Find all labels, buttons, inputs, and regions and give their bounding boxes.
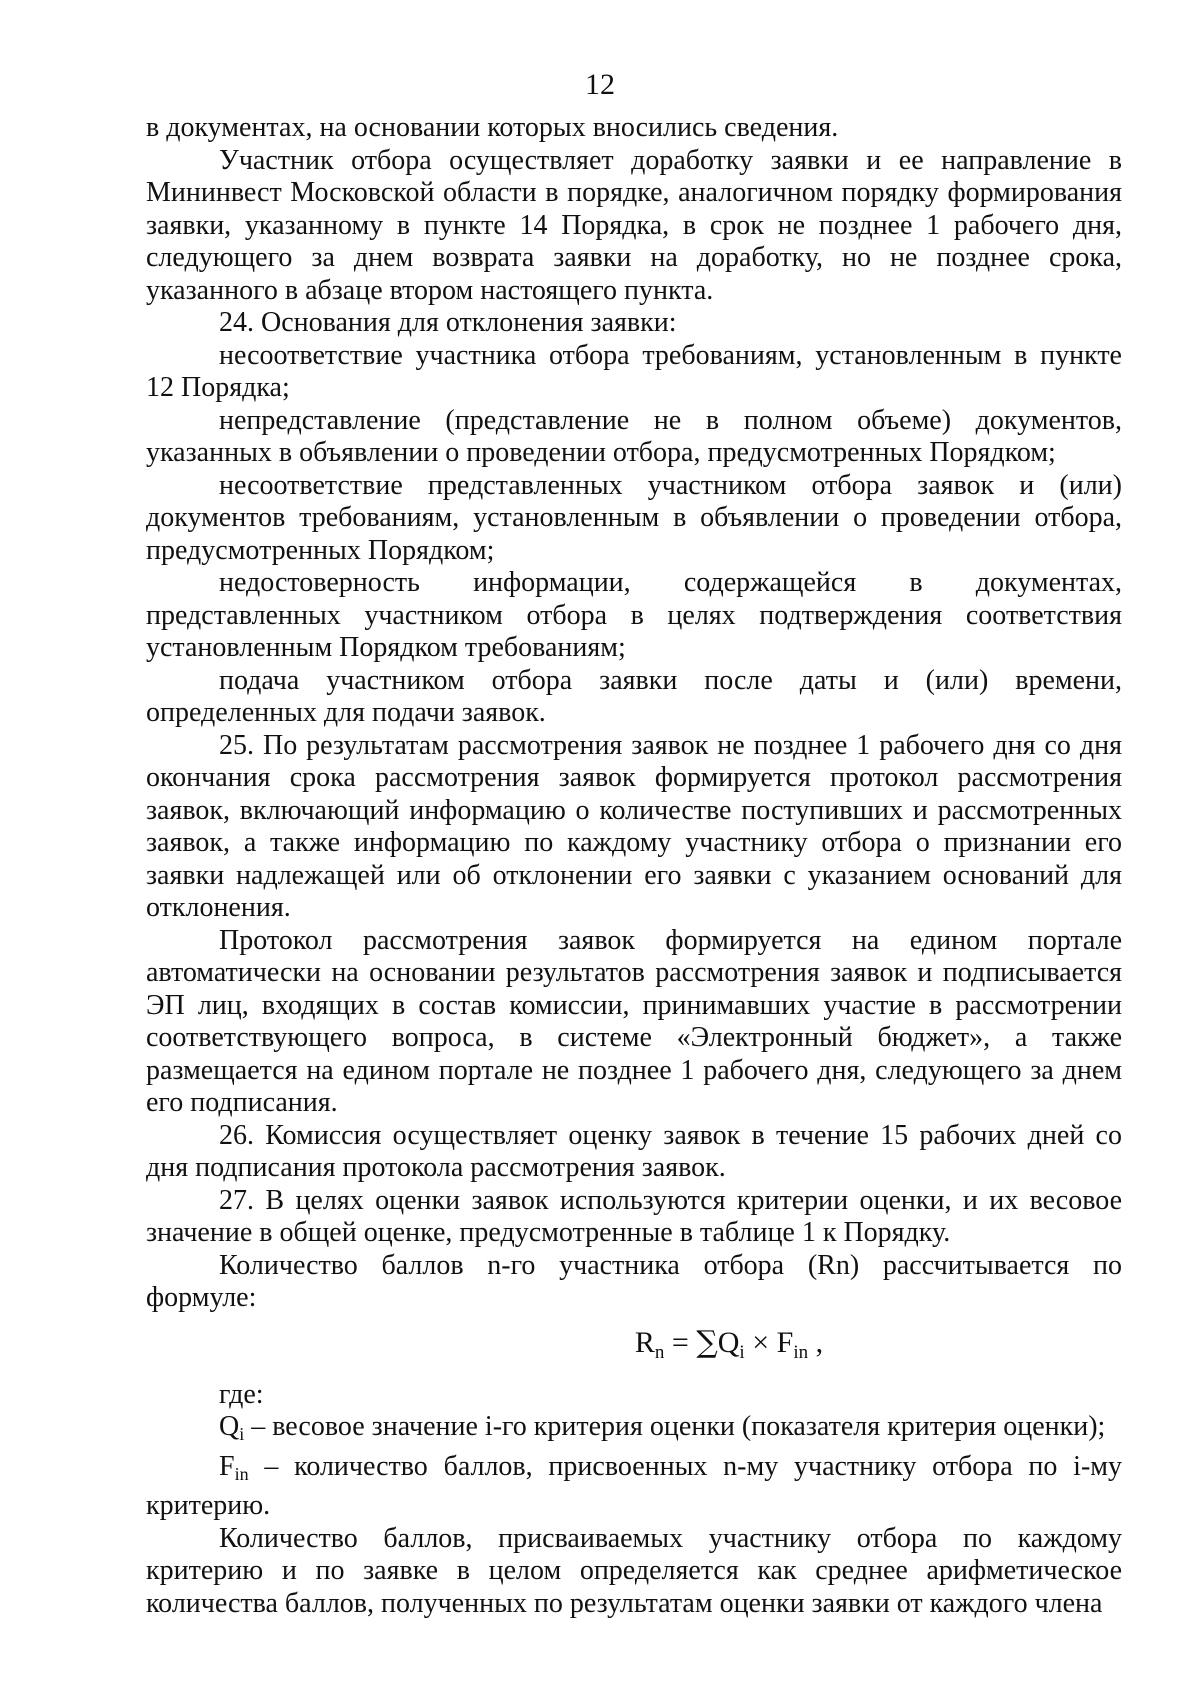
formula-f-sub: in [793,1341,809,1363]
paragraph-reason-4: недостоверность информации, содержащейся в документах, представленных участником отбора в целях подтверждения соответствия установленным Порядком требованиям; [146,567,1122,663]
formula-q-sub: i [739,1341,745,1363]
paragraph-reason-2: непредставление (представление не в полном объеме) документов, указанных в объявлении о проведении отбора, предусмотренных Порядком; [146,404,1122,468]
def-q-symbol: Q [219,1411,240,1442]
page-number: 12 [585,68,615,101]
score-formula [146,1323,1122,1373]
def-q-text: – весовое значение i-го критерия оценки (показателя критерия оценки); [244,1411,1106,1442]
paragraph-revision: Участник отбора осуществляет доработку заявки и ее направление в Мининвест Московской области в порядке, аналогичном порядку формирования заявки, указанному в пункте 14 Порядка, в срок не позднее 1 рабочего дня, следующего за днем возврата заявки на доработку, но не позднее срока, указанного в абзаце втором настоящего пункта. [146,144,1122,306]
def-f-sub: in [234,1463,249,1484]
paragraph-item-26: 26. Комиссия осуществляет оценку заявок в течение 15 рабочих дней со дня подписания протокола рассмотрения заявок. [146,1119,1122,1183]
formula-tail: , [808,1325,824,1359]
paragraph-def-q [146,1411,1122,1451]
def-q-sub: i [239,1424,245,1444]
paragraph-item-27: 27. В целях оценки заявок используются критерии оценки, и их весовое значение в общей оценке, предусмотренные в таблице 1 к Порядку. [146,1184,1122,1248]
paragraph-where: где: [219,1378,264,1410]
paragraph-score-intro: Количество баллов n-го участника отбора (Rn) рассчитывается по формуле: [146,1249,1122,1313]
def-f-text: – количество баллов, присвоенных n-му участнику отбора по i-му критерию. [146,1450,1122,1521]
formula-times: × [744,1325,777,1359]
paragraph-def-f [146,1451,1122,1523]
formula-r-sub: n [654,1341,665,1363]
paragraph-reason-3: несоответствие представленных участником отбора заявок и (или) документов требованиям, установленным в объявлении о проведении отбора, предусмотренных Порядком; [146,469,1122,566]
paragraph-item-24: 24. Основания для отклонения заявки: [219,307,677,338]
formula-f: F [776,1325,794,1359]
paragraph-protocol: Протокол рассмотрения заявок формируется на едином портале автоматически на основании результатов рассмотрения заявок и подписывается ЭП лиц, входящих в состав комиссии, принимавших участие в рассмотрении соответствующего вопроса, в системе «Электронный бюджет», а также размещается на едином портале не позднее 1 рабочего дня, следующего за днем его подписания. [146,924,1122,1118]
paragraph-continuation: в документах, на основании которых вносились сведения. [146,112,839,143]
formula-q: Q [717,1325,740,1359]
def-f-symbol: F [219,1450,235,1482]
paragraph-score-average: Количество баллов, присваиваемых участнику отбора по каждому критерию и по заявке в целом определяется как среднее арифметическое количества баллов, полученных по результатам оценки заявки от каждого члена [146,1522,1122,1619]
formula-eq: = [664,1325,697,1359]
paragraph-reason-5: подача участником отбора заявки после даты и (или) времени, определенных для подачи заявок. [146,664,1122,728]
paragraph-item-25: 25. По результатам рассмотрения заявок не позднее 1 рабочего дня со дня окончания срока рассмотрения заявок формируется протокол рассмотрения заявок, включающий информацию о количестве поступивших и рассмотренных заявок, а также информацию по каждому участнику отбора о признании его заявки надлежащей или об отклонении его заявки с указанием оснований для отклонения. [146,729,1122,923]
document-body [146,112,1122,1620]
formula-sum-symbol: ∑ [696,1324,718,1360]
formula-r: R [634,1325,655,1359]
paragraph-reason-1: несоответствие участника отбора требованиям, установленным в пункте 12 Порядка; [146,339,1122,403]
